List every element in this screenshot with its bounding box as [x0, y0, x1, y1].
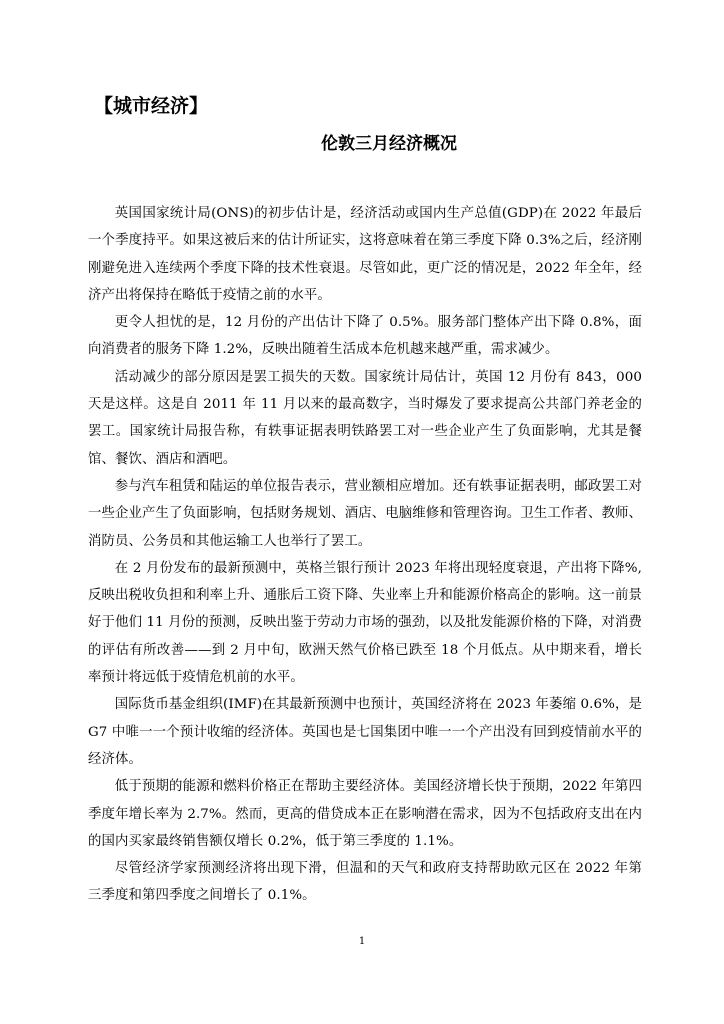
page-number: 1 — [358, 936, 366, 947]
document-title: 伦敦三月经济概况 — [321, 134, 457, 154]
paragraph: 参与汽车租赁和陆运的单位报告表示，营业额相应增加。还有轶事证据表明，邮政罢工对一些企业产生了负面影响，包括财务规划、酒店、电脑维修和管理咨询。卫生工作者、教师、消防员、公务员和其他运输工人也举行了罢工。 — [88, 478, 642, 549]
paragraph: 更令人担忧的是，12 月份的产出估计下降了 0.5%。服务部门整体产出下降 0.8%，面向消费者的服务下降 1.2%，反映出随着生活成本危机越来越严重，需求减少。 — [88, 315, 642, 358]
paragraph: 英国国家统计局(ONS)的初步估计是，经济活动或国内生产总值(GDP)在 2022 年最后一个季度持平。如果这被后来的估计所证实，这将意味着在第三季度下降 0.3%之后，经济刚刚避免进入连续两个季度下降的技术性衰退。尽管如此，更广泛的情况是，2022 年全年，经济产出将保持在略低于疫情之前的水平。 — [88, 206, 642, 303]
paragraph: 低于预期的能源和燃料价格正在帮助主要经济体。美国经济增长快于预期，2022 年第四季度年增长率为 2.7%。然而，更高的借贷成本正在影响潜在需求，因为不包括政府支出在内的国内买家最终销售额仅增长 0.2%，低于第三季度的 1.1%。 — [88, 779, 642, 849]
article-body — [88, 200, 642, 910]
section-label: 【城市经济】 — [94, 95, 209, 117]
paragraph: 活动减少的部分原因是罢工损失的天数。国家统计局估计，英国 12 月份有 843，000 天是这样。这是自 2011 年 11 月以来的最高数字，当时爆发了要求提高公共部门养老金的罢工。国家统计局报告称，有轶事证据表明铁路罢工对一些企业产生了负面影响，尤其是餐馆、餐饮、酒店和酒吧。 — [88, 369, 642, 467]
paragraph: 国际货币基金组织(IMF)在其最新预测中也预计，英国经济将在 2023 年萎缩 0.6%，是 G7 中唯一一个预计收缩的经济体。英国也是七国集团中唯一一个产出没有回到疫情前水平的经济体。 — [88, 697, 642, 767]
paragraph: 在 2 月份发布的最新预测中，英格兰银行预计 2023 年将出现轻度衰退，产出将下降%,反映出税收负担和利率上升、通胀后工资下降、失业率上升和能源价格高企的影响。这一前景好于他们 11 月份的预测，反映出鉴于劳动力市场的强劲，以及批发能源价格的下降，对消费的评估有所改善——到 2 月中旬，欧洲天然气价格已跌至 18 个月低点。从中期来看，增长率预计将远低于疫情危机前的水平。 — [88, 560, 642, 686]
paragraph: 尽管经济学家预测经济将出现下滑，但温和的天气和政府支持帮助欧元区在 2022 年第三季度和第四季度之间增长了 0.1%。 — [88, 861, 642, 904]
